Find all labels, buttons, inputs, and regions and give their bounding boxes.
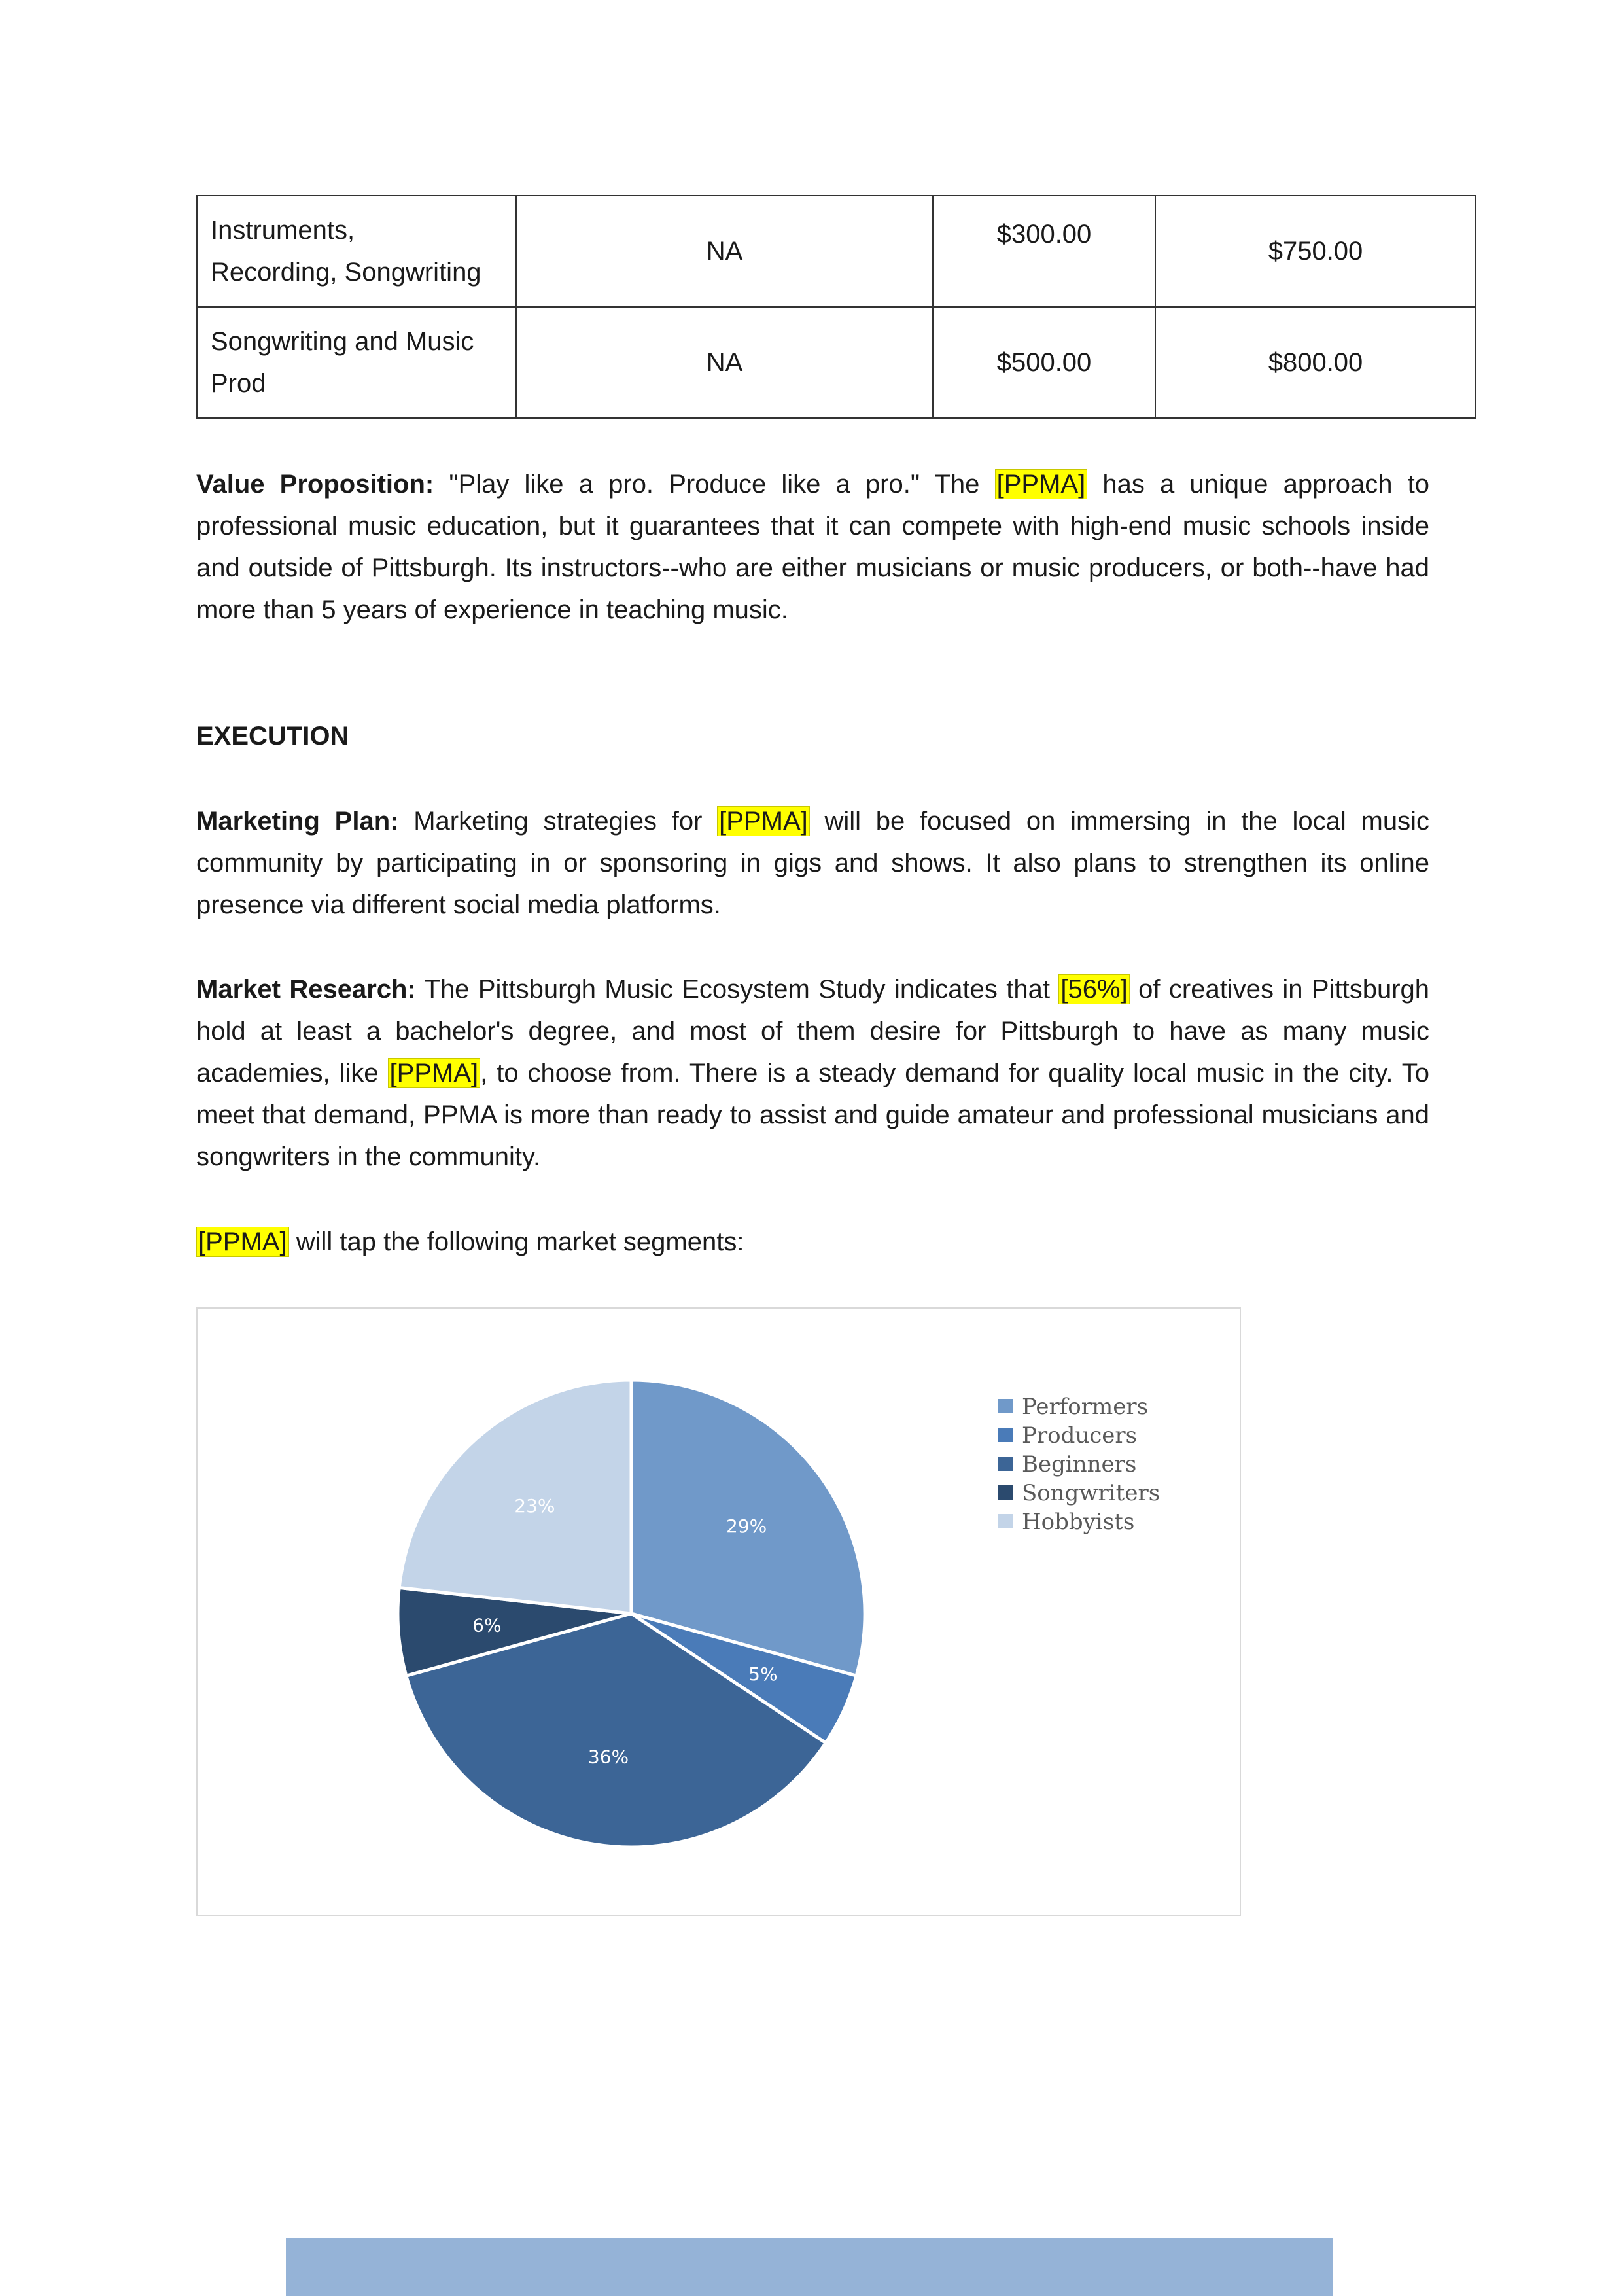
slice-data-label: 6% bbox=[472, 1614, 502, 1636]
table-cell: $800.00 bbox=[1155, 307, 1476, 418]
legend-item bbox=[998, 1451, 1136, 1477]
table-cell-program bbox=[197, 307, 516, 418]
table-cell: $300.00 bbox=[933, 196, 1155, 307]
program-name-line: Prod bbox=[211, 369, 266, 398]
value-proposition-paragraph bbox=[196, 463, 1429, 631]
highlight-placeholder: [PPMA] bbox=[196, 1227, 289, 1257]
program-name-line: Instruments, bbox=[211, 216, 355, 245]
pricing-table bbox=[196, 195, 1476, 419]
paragraph-text: , to choose from. There is a steady demand for quality local music in the city. To meet that demand, PPMA is more than ready to assist and guide amateur and professional musicians and songwriters in the community. bbox=[196, 1059, 1430, 1171]
marketing-plan-paragraph bbox=[196, 800, 1429, 926]
legend-item bbox=[998, 1394, 1148, 1420]
legend-label: Hobbyists bbox=[1022, 1509, 1135, 1535]
legend-swatch bbox=[998, 1514, 1013, 1528]
legend-label: Producers bbox=[1022, 1422, 1138, 1449]
highlight-placeholder: [PPMA] bbox=[995, 469, 1088, 499]
program-name-line: Songwriting and Music bbox=[211, 327, 474, 356]
table-cell: NA bbox=[516, 196, 933, 307]
market-research-paragraph bbox=[196, 968, 1429, 1178]
marketing-plan-label: Marketing Plan: bbox=[196, 807, 399, 836]
legend-swatch bbox=[998, 1399, 1013, 1413]
legend-label: Performers bbox=[1022, 1394, 1149, 1420]
paragraph-text: has a unique approach to professional music education, but it guarantees that it can compete with high-end music schools inside and outside of Pittsburgh. Its instructors--who are either musicians or music producers, or both--have had more than 5 years of experience in teaching music. bbox=[196, 470, 1429, 624]
slice-data-label: 36% bbox=[587, 1746, 629, 1768]
legend-label: Beginners bbox=[1022, 1451, 1137, 1477]
execution-heading: EXECUTION bbox=[196, 722, 349, 751]
paragraph-text: "Play like a pro. Produce like a pro." The bbox=[434, 470, 995, 499]
paragraph-text: will tap the following market segments: bbox=[288, 1227, 744, 1256]
highlight-placeholder: [PPMA] bbox=[717, 806, 810, 836]
market-research-label: Market Research: bbox=[196, 975, 416, 1004]
legend-label: Songwriters bbox=[1022, 1480, 1161, 1506]
pie-chart-svg bbox=[198, 1309, 1240, 1915]
table-row bbox=[197, 196, 1476, 307]
table-cell: $750.00 bbox=[1155, 196, 1476, 307]
legend-swatch bbox=[998, 1428, 1013, 1442]
legend-swatch bbox=[998, 1485, 1013, 1500]
paragraph-text: will be focused on immersing in the local music community by participating in or sponsoring in gigs and shows. It also plans to strengthen its online presence via different social media platforms. bbox=[196, 807, 1429, 919]
highlight-placeholder: [56%] bbox=[1058, 974, 1129, 1004]
table-cell: NA bbox=[516, 307, 933, 418]
table-row bbox=[197, 307, 1476, 418]
table-cell-program bbox=[197, 196, 516, 307]
table-cell: $500.00 bbox=[933, 307, 1155, 418]
legend-item bbox=[998, 1422, 1137, 1449]
paragraph-text: of creatives in Pittsburgh hold at least a bachelor's degree, and most of them desire for Pittsburgh to have as many music academies, like bbox=[196, 975, 1430, 1087]
slice-data-label: 5% bbox=[748, 1663, 778, 1685]
paragraph-text: The Pittsburgh Music Ecosystem Study indicates that bbox=[415, 975, 1059, 1004]
value-proposition-label: Value Proposition: bbox=[196, 470, 434, 499]
legend-item bbox=[998, 1480, 1160, 1506]
program-name-line: Recording, Songwriting bbox=[211, 258, 481, 287]
legend-item bbox=[998, 1509, 1134, 1535]
legend-swatch bbox=[998, 1457, 1013, 1471]
slice-data-label: 29% bbox=[726, 1515, 767, 1537]
market-segments-chart bbox=[196, 1307, 1241, 1916]
footer-bar bbox=[286, 2238, 1333, 2296]
segments-intro-paragraph bbox=[196, 1221, 1429, 1263]
paragraph-text: Marketing strategies for bbox=[398, 807, 718, 836]
highlight-placeholder: [PPMA] bbox=[388, 1058, 481, 1088]
slice-data-label: 23% bbox=[514, 1495, 555, 1517]
